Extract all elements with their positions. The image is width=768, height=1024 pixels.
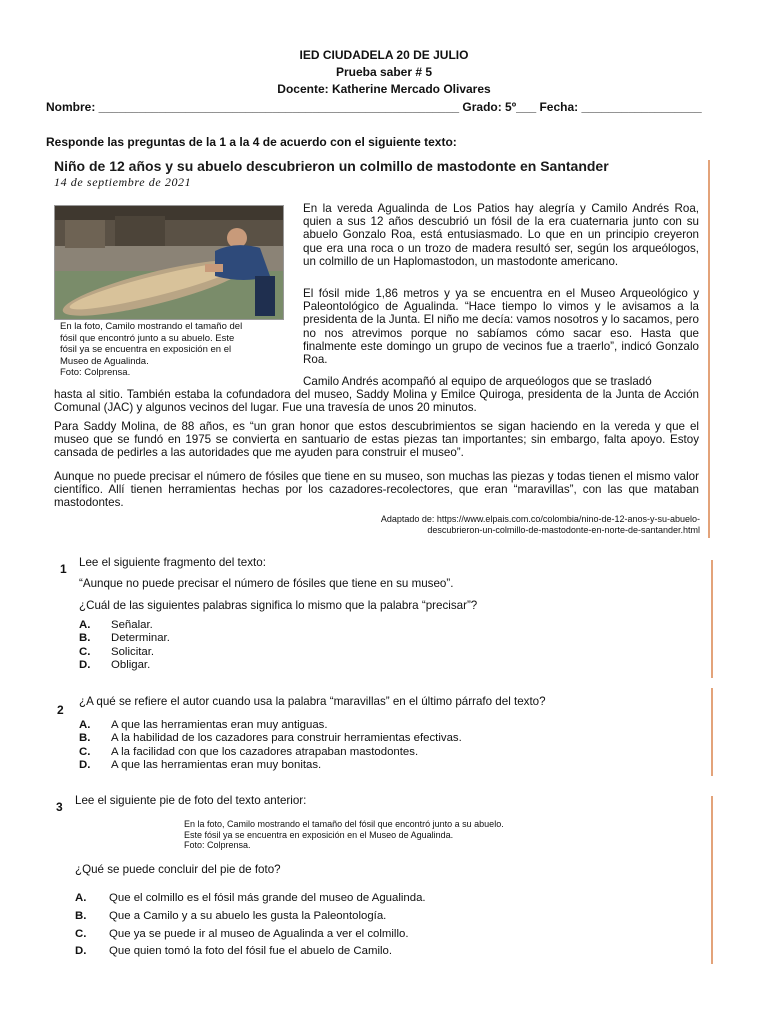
option-a[interactable] <box>75 892 426 904</box>
test-title: Prueba saber # 5 <box>335 65 433 79</box>
article-paragraph-2: El fósil mide 1,86 metros y ya se encuentra en el Museo Arqueológico y Paleontológico de Agualinda. “Hace tiempo lo vimos y le avisamos a la presidenta de la Junta. El niño me decía: vamos nosotros y lo sacamos, pero no nos atrevimos porque no sabíamos cómo sacar eso. Hasta que finalmente este domingo un grupo de vecinos fue a traerlo”, indicó Gonzalo Roa. <box>303 287 699 367</box>
question-3-bar <box>711 796 713 964</box>
option-text: Que quien tomó la foto del fósil fue el abuelo de Camilo. <box>109 945 393 957</box>
option-letter: D. <box>79 658 91 671</box>
option-text: A que las herramientas eran muy bonitas. <box>111 758 322 771</box>
option-letter: C. <box>79 645 91 658</box>
caption-line: En la foto, Camilo mostrando el tamaño del fósil que encontró junto a su abuelo. <box>184 819 504 829</box>
article-source <box>296 514 700 536</box>
instruction: Responde las preguntas de la 1 a la 4 de acuerdo con el siguiente texto: <box>46 135 457 149</box>
option-letter: B. <box>79 732 91 745</box>
option-b[interactable] <box>75 910 386 922</box>
option-text: Señalar. <box>111 619 153 631</box>
article-accent-bar <box>708 160 710 538</box>
source-line: Adaptado de: https://www.elpais.com.co/colombia/nino-de-12-anos-y-su-abuelo- <box>380 514 700 524</box>
option-letter: A. <box>75 892 87 904</box>
option-d[interactable] <box>79 759 462 772</box>
option-letter: C. <box>75 928 87 940</box>
question-1-options <box>79 619 170 672</box>
student-info-line: Nombre: ______________________________________________________ Grado: 5º___ Fecha: __________________ <box>46 100 702 114</box>
caption-line: Este fósil ya se encuentra en exposición en el Museo de Agualinda. <box>184 829 454 840</box>
option-letter: B. <box>79 632 91 645</box>
option-text: Que ya se puede ir al museo de Agualinda a ver el colmillo. <box>109 928 409 940</box>
article-title: Niño de 12 años y su abuelo descubrieron un colmillo de mastodonte en Santander <box>54 158 609 174</box>
school-name: IED CIUDADELA 20 DE JULIO <box>299 48 469 62</box>
question-3-intro: Lee el siguiente pie de foto del texto anterior: <box>75 794 307 807</box>
article-paragraph-5: Aunque no puede precisar el número de fósiles que tiene en su museo, son muchas las piezas y todas tienen el mismo valor científico. Allí tienen herramientas hechas por los cazadores-recolectores, que eran “maravillas”, con las que mataban mastodontes. <box>54 470 699 510</box>
option-d[interactable] <box>75 945 392 957</box>
option-a[interactable] <box>79 719 462 732</box>
option-b[interactable] <box>79 632 170 645</box>
article-paragraph-1: En la vereda Agualinda de Los Patios hay alegría y Camilo Andrés Roa, quien a sus 12 años descubrió un fósil de la era cuaternaria junto con su abuelo Gonzalo Roa, está entusiasmado. Lo que en un principio creyeron que era una roca o un trozo de madera resultó ser, según los arqueólogos, un colmillo de un Haplomastodon, un mastodonte americano. <box>303 202 699 268</box>
question-2-options <box>79 719 462 772</box>
option-text: A la facilidad con que los cazadores atrapaban mastodontes. <box>111 745 419 758</box>
source-line: descubrieron-un-colmillo-de-mastodonte-en-norte-de-santander.html <box>427 525 700 535</box>
question-2-number: 2 <box>57 703 64 717</box>
article-paragraph-3: hasta al sitio. También estaba la cofundadora del museo, Saddy Molina y Emilce Quiroga, presidenta de la Junta de Acción Comunal (JAC) y algunos vecinos del lugar. Fue una travesía de unos 20 minutos. <box>54 388 699 415</box>
caption-line: fósil ya se encuentra en exposición en el <box>60 344 232 355</box>
option-b[interactable] <box>79 732 462 745</box>
caption-line: En la foto, Camilo mostrando el tamaño del <box>60 321 243 332</box>
option-text: A la habilidad de los cazadores para construir herramientas efectivas. <box>111 732 462 745</box>
option-letter: A. <box>79 619 91 631</box>
question-2-text: ¿A qué se refiere el autor cuando usa la palabra “maravillas” en el último párrafo del texto? <box>79 695 546 708</box>
caption-line: Museo de Agualinda. <box>60 355 149 367</box>
question-3-caption <box>184 819 504 851</box>
option-text: Que a Camilo y a su abuelo les gusta la Paleontología. <box>109 910 387 922</box>
option-text: Obligar. <box>111 658 151 671</box>
article-paragraph-4: Para Saddy Molina, de 88 años, es “un gran honor que estos descubrimientos se sigan haciendo en la vereda y que el museo que se fundó en 1975 se convierta en santuario de estas piezas tan importantes; sin embargo, falta apoyo. Estoy cansada de pedirles a las autoridades que me ayuden para construir el museo”. <box>54 420 699 460</box>
photo-caption <box>60 321 288 379</box>
question-1-quote: “Aunque no puede precisar el número de fósiles que tiene en su museo”. <box>79 577 454 590</box>
option-c[interactable] <box>75 928 409 940</box>
option-a[interactable] <box>79 619 170 632</box>
option-letter: D. <box>75 945 87 957</box>
article-photo <box>54 205 284 320</box>
question-1-bar <box>711 560 713 678</box>
question-1-text: ¿Cuál de las siguientes palabras significa lo mismo que la palabra “precisar”? <box>79 599 478 612</box>
option-letter: C. <box>79 745 91 758</box>
caption-line: Foto: Colprensa. <box>60 367 131 378</box>
question-3-number: 3 <box>56 800 63 814</box>
option-letter: D. <box>79 758 91 771</box>
option-c[interactable] <box>79 746 462 759</box>
option-text: A que las herramientas eran muy antiguas. <box>111 719 328 731</box>
option-text: Determinar. <box>111 632 170 645</box>
question-1-number: 1 <box>60 562 67 576</box>
option-d[interactable] <box>79 659 170 672</box>
question-1-intro: Lee el siguiente fragmento del texto: <box>79 556 266 569</box>
question-2-bar <box>711 688 713 776</box>
option-letter: B. <box>75 910 87 922</box>
option-text: Que el colmillo es el fósil más grande del museo de Agualinda. <box>109 892 426 904</box>
caption-line: fósil que encontró junto a su abuelo. Este <box>60 332 235 344</box>
option-c[interactable] <box>79 646 170 659</box>
option-letter: A. <box>79 719 91 731</box>
teacher-name: Docente: Katherine Mercado Olivares <box>277 82 491 96</box>
article-paragraph-3-start: Camilo Andrés acompañó al equipo de arqueólogos que se trasladó <box>303 375 652 388</box>
option-text: Solicitar. <box>111 645 155 658</box>
article-date: 14 de septiembre de 2021 <box>54 175 192 189</box>
question-3-text: ¿Qué se puede concluir del pie de foto? <box>75 863 281 876</box>
caption-line: Foto: Colprensa. <box>184 840 251 850</box>
